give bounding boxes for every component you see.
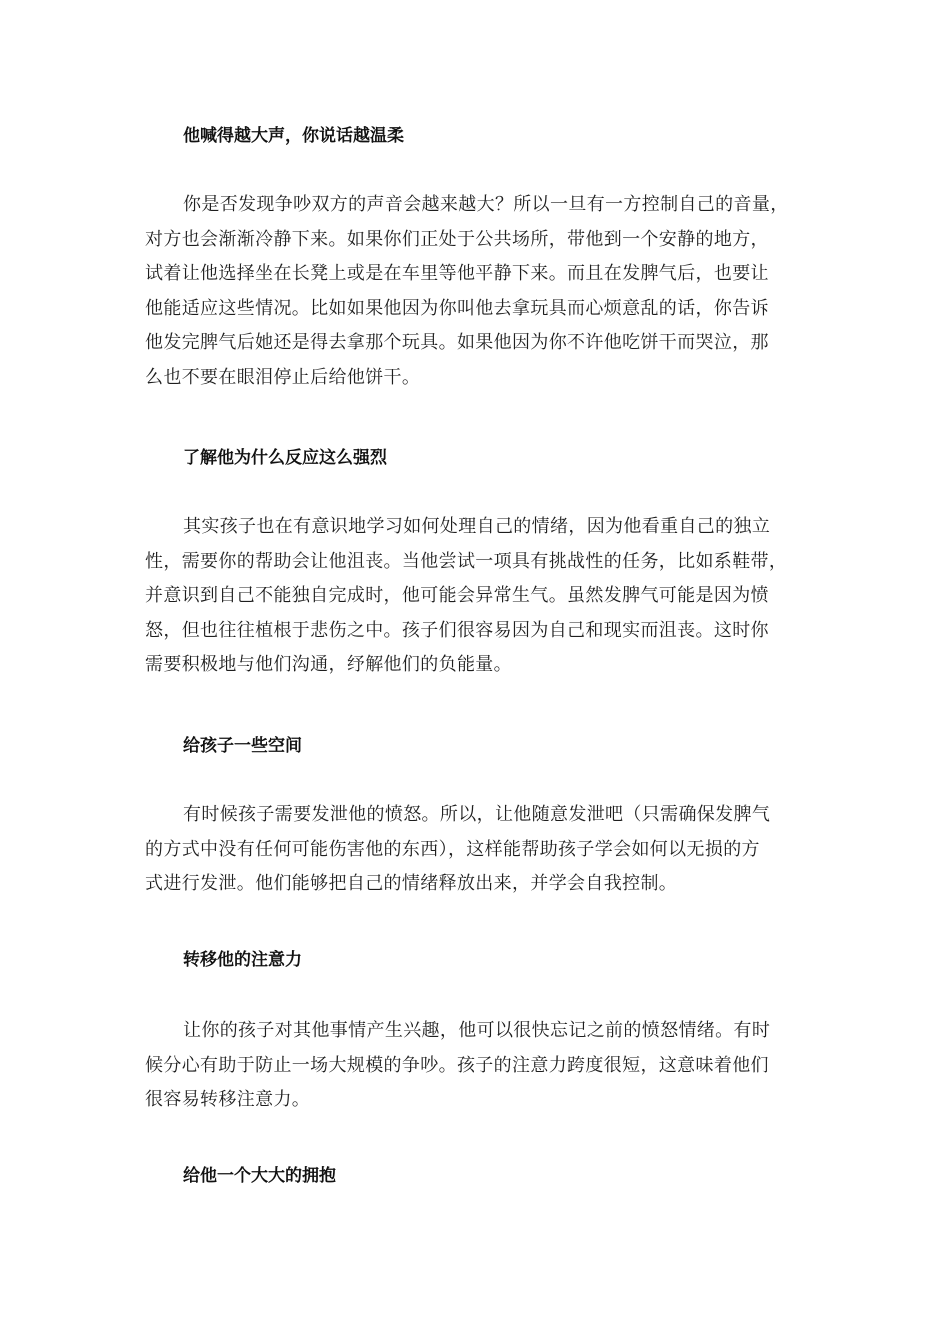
paragraph-line: 需要积极地与他们沟通，纾解他们的负能量。 (145, 654, 512, 675)
section-paragraph (145, 798, 810, 902)
paragraph-line: 怒，但也往往植根于悲伤之中。孩子们很容易因为自己和现实而沮丧。这时你 (145, 619, 769, 641)
paragraph-line: 让你的孩子对其他事情产生兴趣，他可以很快忘记之前的愤怒情绪。有时 (183, 1020, 771, 1041)
paragraph-line: 并意识到自己不能独自完成时，他可能会异常生气。虽然发脾气可能是因为愤 (145, 585, 769, 606)
paragraph-line: 候分心有助于防止一场大规模的争吵。孩子的注意力跨度很短，这意味着他们 (145, 1054, 769, 1076)
paragraph-line: 式进行发泄。他们能够把自己的情绪释放出来，并学会自我控制。 (145, 873, 678, 894)
section-paragraph (145, 1014, 810, 1118)
paragraph-line: 他发完脾气后她还是得去拿那个玩具。如果他因为你不许他吃饼干而哭泣，那 (145, 332, 769, 353)
section-heading: 了解他为什么反应这么强烈 (183, 448, 387, 468)
section-heading: 转移他的注意力 (183, 950, 302, 970)
paragraph-line: 对方也会渐渐冷静下来。如果你们正处于公共场所，带他到一个安静的地方， (145, 228, 769, 250)
paragraph-line: 他能适应这些情况。比如如果他因为你叫他去拿玩具而心烦意乱的话，你告诉 (145, 297, 769, 319)
paragraph-line: 的方式中没有任何可能伤害他的东西），这样能帮助孩子学会如何以无损的方 (145, 838, 760, 860)
paragraph-line: 么也不要在眼泪停止后给他饼干。 (145, 366, 421, 388)
paragraph-line: 其实孩子也在有意识地学习如何处理自己的情绪，因为他看重自己的独立 (183, 516, 771, 537)
paragraph-line: 你是否发现争吵双方的声音会越来越大？所以一旦有一方控制自己的音量， (183, 194, 789, 215)
paragraph-line: 有时候孩子需要发泄他的愤怒。所以，让他随意发泄吧（只需确保发脾气 (183, 804, 771, 825)
paragraph-line: 试着让他选择坐在长凳上或是在车里等他平静下来。而且在发脾气后，也要让 (145, 263, 769, 284)
section-paragraph (145, 188, 810, 395)
paragraph-line: 性，需要你的帮助会让他沮丧。当他尝试一项具有挑战性的任务，比如系鞋带， (145, 550, 788, 572)
section-heading: 他喊得越大声，你说话越温柔 (183, 126, 404, 146)
section-heading: 给孩子一些空间 (183, 736, 302, 756)
paragraph-line: 很容易转移注意力。 (145, 1089, 311, 1110)
section-paragraph (145, 510, 810, 683)
section-heading: 给他一个大大的拥抱 (183, 1166, 336, 1186)
